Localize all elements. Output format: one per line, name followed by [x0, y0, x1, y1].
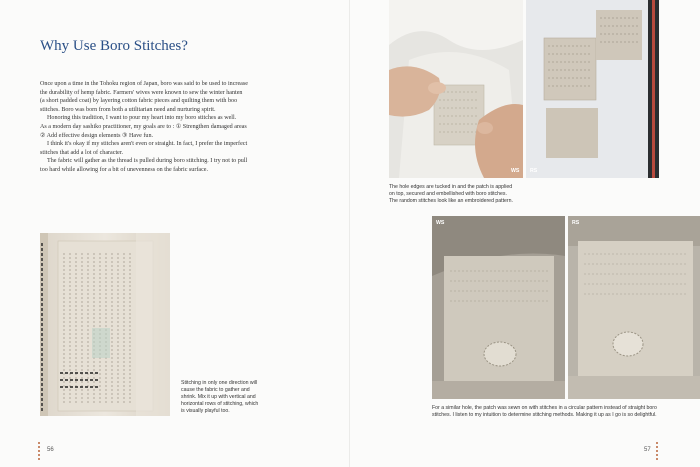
patch-rs-photo [526, 0, 659, 178]
circle-ws-photo [432, 216, 565, 399]
page-title: Why Use Boro Stitches? [40, 38, 188, 54]
body-line: (a short padded coat) by layering cotton fabric pieces and quilting them with boo [40, 98, 238, 105]
top-photo-caption [389, 184, 513, 205]
ws-tag-top: WS [511, 168, 520, 174]
body-text [40, 80, 300, 175]
body-line: the durability of hemp fabric. Farmers' wives were known to sew the winter hanten [40, 89, 243, 96]
caption-line: The hole edges are tucked in and the patch is applied [389, 184, 513, 190]
body-line: too hard while allowing for a bit of unevenness on the fabric surface. [40, 166, 209, 173]
caption-line: horizontal rows of stitching, which [181, 401, 259, 407]
caption-line: stitches. I listen to my intuition to determine stitching methods. Making it up as I go is so delightful. [432, 412, 657, 418]
body-line: stitches. Boro was born from both a utilitarian need and nurturing spirit. [40, 106, 216, 113]
body-line: ② Add effective design elements ③ Have fun. [40, 132, 154, 139]
left-photo-caption [181, 380, 258, 415]
hands-ws-photo [389, 0, 523, 178]
boro-fabric-photo [40, 233, 170, 416]
body-line: stitches that add a lot of character. [40, 149, 124, 156]
caption-line: is visually playful too. [181, 408, 230, 414]
circle-rs-photo [568, 216, 700, 399]
bottom-photo-caption [432, 405, 657, 419]
body-line: The fabric will gather as the thread is pulled during boro stitching. I try not to pull [47, 158, 248, 165]
page-number-left: 56 [47, 447, 54, 453]
caption-line: Stitching in only one direction will [181, 380, 258, 386]
rs-tag-top: RS [530, 168, 538, 174]
ws-tag-bottom: WS [436, 220, 445, 226]
body-line: I think it's okay if my stitches aren't even or straight. In fact, I prefer the imperfect [47, 141, 248, 148]
page-number-marker-right [656, 442, 658, 462]
caption-line: The random stitches look like an embroidered pattern. [389, 198, 513, 204]
caption-line: For a similar hole, the patch was sewn on with stitches in a circular pattern instead of straight boro [432, 405, 657, 411]
page-number-marker [38, 442, 40, 462]
right-page [350, 0, 700, 467]
caption-line: on top, secured and embellished with boro stitches. [389, 191, 507, 197]
page-number-right: 57 [644, 447, 651, 453]
caption-line: cause the fabric to gather and [181, 387, 250, 393]
rs-tag-bottom: RS [572, 220, 580, 226]
caption-line: shrink. Mix it up with vertical and [181, 394, 256, 400]
body-line: Once upon a time in the Tohoku region of Japan, boro was said to be used to increase [40, 81, 248, 87]
body-line: As a modern day sashiko practitioner, my goals are to : ① Strengthen damaged areas [40, 123, 247, 130]
body-line: Honoring this tradition, I want to pour my heart into my boro stitches as well. [47, 115, 237, 122]
